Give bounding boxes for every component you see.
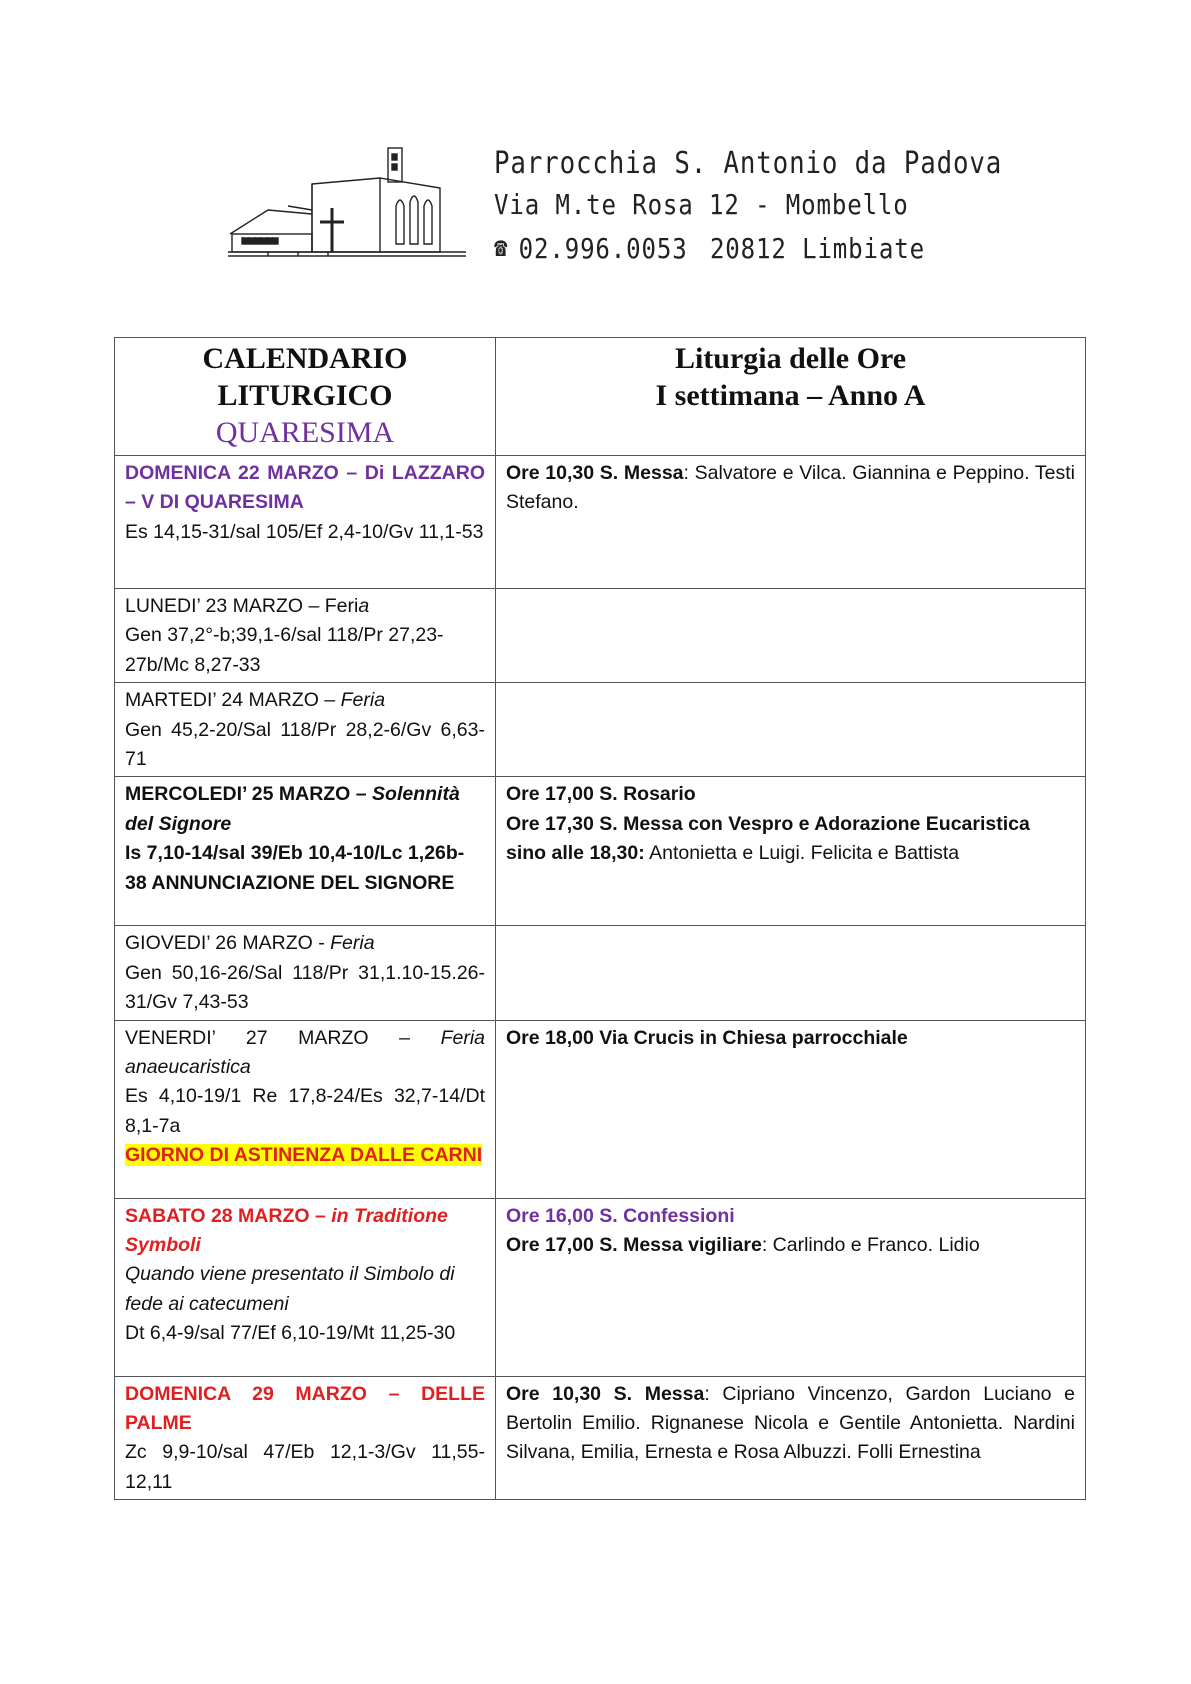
day-subtitle: Quando viene presentato il Simbolo di fede ai catecumeni	[125, 1263, 455, 1315]
event-line: Ore 17,00 S. Rosario	[506, 783, 696, 806]
table-header-row	[115, 338, 1086, 456]
event-cell	[496, 777, 1086, 926]
day-title: VENERDI’ 27 MARZO – Feria anaeucaristica	[125, 1026, 485, 1079]
table-row	[115, 456, 1086, 589]
event-label: Ore 17,30 S. Messa con Vespro e Adorazione Eucaristica sino alle 18,30:	[506, 812, 1030, 865]
parish-info	[494, 146, 1085, 268]
liturgical-calendar-table	[114, 337, 1086, 1500]
header-liturgy: Liturgia delle Ore I settimana – Anno A	[496, 338, 1086, 456]
event-label: Ore 10,30 S. Messa	[506, 1382, 705, 1405]
readings: Gen 37,2°-b;39,1-6/sal 118/Pr 27,23-27b/Mc 8,27-33	[125, 624, 444, 676]
table-row	[115, 1198, 1086, 1376]
day-title: GIOVEDI’ 26 MARZO - Feria	[125, 932, 375, 955]
table-row	[115, 1376, 1086, 1500]
day-cell	[115, 1198, 496, 1376]
day-cell	[115, 1376, 496, 1500]
day-cell	[115, 777, 496, 926]
readings: Zc 9,9-10/sal 47/Eb 12,1-3/Gv 11,55-12,11	[125, 1441, 485, 1493]
day-cell	[115, 456, 496, 589]
event-text: : Carlindo e Franco. Lidio	[761, 1234, 980, 1257]
day-cell	[115, 926, 496, 1020]
header-calendar: CALENDARIO LITURGICO QUARESIMA	[115, 338, 496, 456]
parish-contact	[494, 228, 1002, 268]
event-cell	[496, 683, 1086, 777]
day-title: DOMENICA 29 MARZO – DELLE PALME	[125, 1382, 485, 1435]
readings: Es 4,10-19/1 Re 17,8-24/Es 32,7-14/Dt 8,1-7a	[125, 1085, 485, 1137]
event-text: : Cipriano Vincenzo, Gardon Luciano e Bertolin Emilio. Rignanese Nicola e Gentile Antonietta. Nardini Silvana, Emilia, Ernesta e Rosa Albuzzi. Folli Ernestina	[506, 1382, 1076, 1464]
day-title: DOMENICA 22 MARZO – Di LAZZARO – V DI QUARESIMA	[125, 462, 485, 514]
day-title: SABATO 28 MARZO – in Traditione Symboli	[125, 1204, 448, 1257]
phone-icon: ☎	[494, 233, 509, 263]
table-row	[115, 589, 1086, 683]
parish-name: Parrocchia S. Antonio da Padova	[494, 146, 1003, 181]
table-row	[115, 926, 1086, 1020]
day-cell	[115, 1020, 496, 1198]
event-cell	[496, 1198, 1086, 1376]
parish-header	[0, 0, 1191, 300]
event-text: Antonietta e Luigi. Felicita e Battista	[644, 842, 960, 865]
event-cell	[496, 1020, 1086, 1198]
readings: Dt 6,4-9/sal 77/Ef 6,10-19/Mt 11,25-30	[125, 1322, 456, 1345]
abstinence-note: GIORNO DI ASTINENZA DALLE CARNI	[125, 1144, 483, 1167]
event-cell	[496, 589, 1086, 683]
season-label: QUARESIMA	[215, 416, 395, 449]
parish-city: 20812 Limbiate	[709, 231, 925, 265]
readings: Gen 50,16-26/Sal 118/Pr 31,1.10-15.26-31/Gv 7,43-53	[125, 961, 485, 1014]
event-line: Ore 16,00 S. Confessioni	[506, 1204, 735, 1227]
day-cell	[115, 683, 496, 777]
event-cell	[496, 456, 1086, 589]
readings: Gen 45,2-20/Sal 118/Pr 28,2-6/Gv 6,63-71	[125, 718, 485, 771]
day-cell	[115, 589, 496, 683]
readings: Es 14,15-31/sal 105/Ef 2,4-10/Gv 11,1-53	[125, 520, 484, 543]
parish-address: Via M.te Rosa 12 - Mombello	[494, 188, 909, 221]
event-label: Ore 18,00 Via Crucis in Chiesa parrocchiale	[506, 1026, 908, 1049]
day-title: LUNEDI’ 23 MARZO – Feria	[125, 595, 370, 617]
day-title: MARTEDI’ 24 MARZO – Feria	[125, 689, 386, 712]
event-text: : Salvatore e Vilca. Giannina e Peppino. Testi Stefano.	[506, 462, 1075, 514]
church-logo	[228, 140, 466, 268]
readings: Is 7,10-14/sal 39/Eb 10,4-10/Lc 1,26b-38 ANNUNCIAZIONE DEL SIGNORE	[125, 842, 465, 894]
table-row	[115, 683, 1086, 777]
table-row	[115, 1020, 1086, 1198]
event-label: Ore 17,00 S. Messa vigiliare	[506, 1234, 762, 1257]
parish-phone: 02.996.0053	[518, 231, 688, 265]
event-label: Ore 10,30 S. Messa	[506, 462, 684, 484]
event-cell	[496, 926, 1086, 1020]
day-title: MERCOLEDI’ 25 MARZO – Solennità del Signore	[125, 783, 460, 835]
table-row	[115, 777, 1086, 926]
event-cell	[496, 1376, 1086, 1500]
